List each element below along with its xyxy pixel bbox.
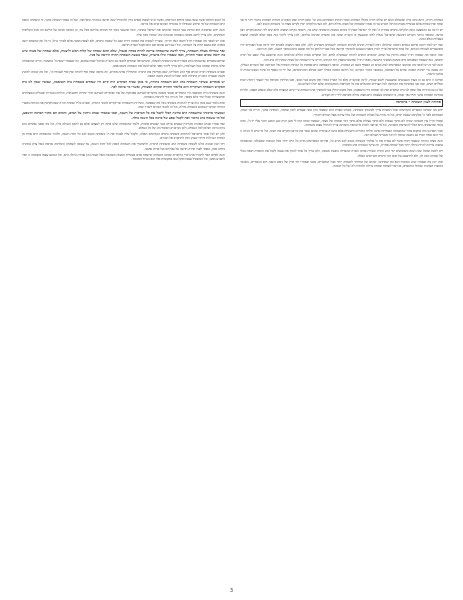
paragraph: ואיתא בספרים שהשמחה בחג מעוררת את השמחה למעלה, וכשישראל שמחים למטה גם הקב״ה כביכול שמח עמהם, וזה שנאמר ישמח ה' במעשיו, והיינו שהשמחה שלנו גורמת שמחה בכל העולמות, ולכן צריך ליזהר מאד שלא לבטל את השמחה בשום אופן. [22,59,225,68]
document-page [22,18,443,578]
paragraph: ובזה יבואר מה שאמרו חז״ל שבחג נידונין על המים, שהמים רומזים לתורה שנמשלה למים, וכל המקיים מצות הלולב כהלכתה זוכה שיושפע עליו שפע של תורה וחכמה, כמו שנאמר ושאבתם מים בששון ממעיני הישועה, ואמרו חז״ל שמשם שואבין רוח הקודש, והיינו ע״י השמחה של מצוה שזוכין לה בחג הזה. [240,53,443,62]
paragraph: והנה לסיום ראוי להזכיר את דברי הרמב״ם שכתב השמחה שישמח אדם בעשיית המצוה ובאהבת האל שצוה בהן עבודה גדולה היא, וכל המונע עצמו משמחה זו ראוי להפרע ממנו, וכל המשפיל עצמו ומקל גופו במקומות אלו הוא הגדול המכובד. [22,152,225,161]
paragraph: ובזה יובן מה שאמרו שחג הסוכות הוא זמן שמחתנו, שהוא זמן המיוחד לשמחה יותר מכל המועדים, מפני שאחרי ימי הדין של ראש השנה ויום הכפורים, כשכבר נתכפרו העוונות ונמחלו החטאים, אז ראוי לשמוח שמחה גדולה ולהודות לה' על כל הטובה. [240,159,443,168]
paragraph: ובזה יש לבאר מה שאמרו חז״ל תשבו כעין תדורו, שצריך לעשות את הסוכה דירת קבע כל שבעת הימים, ולא לצאת ממנה אלא לצורך גדול, כי כל זמן שהאדם יושב בסוכה הוא נמצא תחת צל השכינה, וכל רגע ורגע שהוא שם הוא מקבל הארה חדשה. [22,38,225,47]
paragraph: ויש לדעת שבכל שנה ושנה כשמגיעים ימי החג חוזרת ונעורת אותה הארה שהאירה בשעת מעשה, ולכן צריך כל אחד להכין את עצמו לקבל את ההארה הזאת בכלי של שמחה וטוב לב, ולא להתעצב על שום דבר בימים הקדושים האלה. [240,149,443,158]
paragraph: ועל כן גם בדורות אלו שאין לנו בית המקדש ואין לנו שמחת בית השואבה, מכל מקום יכולין אנו להמשיך את השמחה ע״י קיום המצוות בלב שלם ובנפש חפצה, ולהיות בבחינת ושמחת בחגך והיית אך שמח, כי השמחה בעצמה היא מצוה גדולה ומביאה לידי רוח הקודש. [240,88,443,97]
paragraph: ולכן יש לכל אחד מישראל להתחזק בשמחה בימים הקדושים האלה, ולקבל עליו לעבוד את ה' בשמחה ובטוב לבב כל ימות השנה, ולזכור שהשמחה היא אחת מן המדות הגדולות ביותר שבהן זוכין להתקרב אל הבורא. [22,131,225,141]
section-heading: פתיחה לענין השמחה - בהקדמה [240,99,443,107]
paragraph: ומזה נלמד שגם בזמן הזה צריך להרבות בשמחה בכל מה שאפשר, בשירות ותשבחות ובריקודים לכבוד התורה, ובפרט בליל שמחת תורה שאז מקיפין את הבימה בספרי התורה ומרקדין עמהם בשמחה גדולה, וכל זה לכבוד הבורא יתברך שמו. [22,100,225,110]
bold-paragraph: יש אומרים שעיקר השמחה בחג הוא השמחה בתורה, כי בזמן שבית המקדש היה קיים היו שמחים בשמחת בית השואבה, ועכשיו שאין לנו בית המקדש השמחה העיקרית היא בלימוד התורה ובקיום המצוות, ואשרי מי שזוכה לכך. [22,79,225,89]
paragraph: יש לו כה גם בהמצעה בזמן הלקיחה בימים עבודת ה' ואין לך ישראל שאין לו בקיום המצוה והשמחה שיש בה, וישמח בקיום המצוה דהא קים ליה שהוא מקיים רצון בוראו. ומבואר בזוהר הקדוש דבשעה שישראל נוטלין לולב ומנענעין בו הקב״ה שמח בהן ומשרה שכינתו עליהם, ולכן צריך ליזהר בזה מאד שלא לעשות המצוה בעצלות ובלא כוונה. [240,28,443,41]
paragraph: והנה לפי זה יש לבאר מה שהקשו המפרשים למה נקרא חג האסיף בשם חג הסוכות, ונראה דהאסיפה היא אסיפת כל הכחות והמדות אל הקדושה ואל השורש העליון, וזה נעשה ע״י ישיבת הסוכה שהיא צל האמונה, כמבואר בזוהר הקדוש, וכל היושב בסוכה כאילו יושב בצילא דמהימנותא, ועל ידי זה נאסף כל פיזור הנפש שהיה לו במשך השנה. [240,63,443,77]
paragraph: כל הטוב והחסד אשר עשה עמנו בימים הנוראים, ואשר זכינו לצאת זכאים בדין ולהתחיל שנה חדשה בטהרה ובקדושה, ועל זה נאמר ושמחת בחגך, כי השמחה הזאת היא השמחה של מי שיודע שנמחלו לו עוונותיו ושהוא קרוב אל בוראו. [22,18,225,27]
paragraph: ויהי רצון שנזכה כולנו לשמוח בשמחת החג ובשמחת התורה, ולהמשיך את השמחה הזאת לכל ימות השנה, עד שנזכה לשמחה השלימה בביאת גואל צדק במהרה בימינו אמן, ונאמר לפניו שירה חדשה על גאולתנו ועל פדות נפשנו. [22,142,225,151]
paragraph: והנה בשמחת בית השואבה היו החסידים ואנשי מעשה מרקדים לפניהם באבוקות של אור ואומרים לפניהם דברי שירות ותשבחות, והלוים בכנורות ובנבלים ובמצלתים ובחצוצרות ובכלי שיר בלא מספר, וכל זה היה כדי להרבות בשמחה. [22,90,225,99]
paragraph: והנה מצינו בתורה שנאמר תחת אשר לא עבדת את ה' אלקיך בשמחה ובטוב לבב מרוב כל, ופירשו המפרשים מרוב כל היינו יותר מכל הטובות שבעולם, שהשמחה במצוה צריכה להיות גדולה יותר מכל שמחה אחרת, וזה עיקר העבודה בחג הסוכות. [240,139,443,148]
paragraph: ואמרו חז״ל אין השכינה שורה לא מתוך עצבות ולא מתוך עצלות אלא מתוך דבר שמחה של מצוה, שנאמר ועתה קחו לי מנגן והיה כנגן המנגן ותהי עליו יד ה', ומזה נלמד שהשמחה היא הכלי להשראת השכינה, וכל מי שרוצה לזכות להשראת השכינה צריך להרגיל עצמו בשמחה. [240,118,443,127]
bold-paragraph: ושמעתי מרבותי שהשמחה היא בחינת הכלי לקבל את כל הברכות של השנה, וכמו שאמרו שבחג נידונין על המים, והמים הם מקור הברכה והשפע, וכל מי ששמח בחג כראוי זוכה לקבל שפע של ברכה בכל השנה כולה. [22,111,225,120]
paragraph: וכבר הארכנו בזה במקום אחר שהשמחה האמיתית אינה תלויה בדברים חיצוניים אלא בהכרה פנימית שהוא עובד את בוראו ומקיים את רצונו, וכל מי שיש לו הכרה זו הרי הוא שמח תמיד גם בשעה שחסר לו דבר מענייני העולם הזה. [240,128,443,138]
paragraph: ובחינה זו היא גם כן בענין הנענועים שמנענעין לשש קצוות, לרמז שהקב״ה מלא כל הארץ כבודו ואין מקום פנוי ממנו, ואנו מוליכין ומביאין כדי לעצור רוחות רעות וטללים רעים, ובזה אנו ממשיכין את הקדושה לכל הצדדים ומבטלים את כל הקליפות והמקטרגים שלא יוכלו לשלוט בנו. [240,78,443,87]
paragraph: ועוד אמרו שבחג הסוכות מקריבין שבעים פרים כנגד שבעים אומות, ללמד שהשמחה שלנו אינה רק לעצמנו אלא גם לתקון העולם כולו, וכל מה שאנו שמחים בחג גורם ברכה ושלום לכל העמים, ולכן נקרא חג הסוכות חג של כל העולם. [22,121,225,131]
paragraph: והנה ידוע שהסוכה היא בחינת ענני הכבוד שהקיפו את ישראל במדבר, וכמו שהענני כבוד היו מגינים עליהם מכל צד, כן הסוכה מגינה על היושב בה מכל הקליפות והמזיקים, ולכן צריך לישב בסוכה בשמחה ובבטחון שה' שומרו ומגין עליו. [22,28,225,37]
paragraph: ובפרט בשמחת תורה שהיא סוף החג ותכליתו, שאז מסיימין את התורה ומתחילין אותה מחדש, וזה מראה שאין סוף לתורה ואין סוף לעבודת ה', וכל מה שזכינו להשיג בשנה שעברה הוא רק התחלה למה שעלינו להשיג בשנה הבאה. [22,69,225,79]
page-number: 3 [229,588,234,594]
paragraph: האתרוג ויהיה, דהא כתב בויה שבעולם הבא יש עלים ויהיה מקלל האתרוג כמכי דכתיב ושמחתם בחג וגו' ומאן ויהיה שמו האתרוג דכחות ושמחת בחגיך ויהי כי אך שמח ואין שמחה אלא בעשיית מצות ובהיכל הקדש עד זה אמרו ששמחה של מצוה גדולה היא, לכן בעת הלקיחה יכוין לקיים מצות ה' בשמחה ובטוב לבב. [240,18,443,27]
paragraph: ידוע מה שכתבו הספרים הקדושים שכל המצוות צריך לעשותן בשמחה, ובפרט מצוות החג שנאמר בהן כמה פעמים לשון שמחה, ושמחת בחגך, והיית אך שמח, ושמחתם לפני ה' אלקיכם שבעת ימים, וכל זה מורה על מעלת השמחה ועל גודל ערכה אצל הבורא יתברך. [240,108,443,117]
left-column [22,18,225,578]
paragraph: ועוד יש לומר דהנה איתא בגמרא דסוכה שהלולב רומז לשדרה ההדס לעינים והערבה לשפתים והאתרוג ללב, ולכן באה המצוה לאגדם יחד לרמז שכל האברים יהיו משועבדים לעבודת הבורא, וכל אחד מישראל צריך לכוין בשעת הנענוע להמשיך קדושה בכל אבריו ולתקן כל מה שפגם בהם במשך השנה, והבן זה היטב. [240,42,443,52]
bold-paragraph: ואף שגדולה מעלת השמחה, צריך לדעת שהשמחה צריכה להיות במדה ובגבול, שלא תהא שמחה של קלות ראש וליצנות, אלא שמחה של מצוה שיש בה יראת שמים וכבוד התורה, וכמו שאמרו וגילו ברעדה, שאף בשעת השמחה תהיה היראה על פניו. [22,48,225,58]
right-column [240,18,443,578]
